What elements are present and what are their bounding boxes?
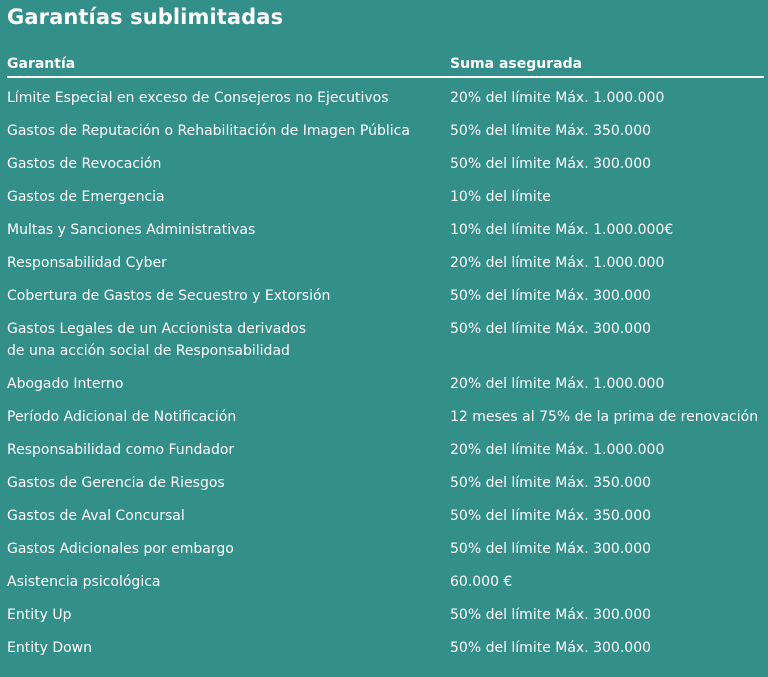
guarantee-cell: Gastos de Gerencia de Riesgos — [7, 475, 225, 491]
amount-cell: 50% del límite Máx. 300.000 — [450, 288, 652, 304]
guarantee-cell: Cobertura de Gastos de Secuestro y Extorsión — [7, 288, 331, 304]
amount-cell: 10% del límite — [450, 189, 551, 205]
guarantee-cell: Multas y Sanciones Administrativas — [7, 222, 256, 238]
table-row — [7, 599, 764, 632]
guarantee-cell: Período Adicional de Notificación — [7, 409, 237, 425]
column-header-guarantee: Garantía — [7, 55, 450, 77]
amount-cell: 50% del límite Máx. 300.000 — [450, 321, 652, 337]
guarantee-cell — [7, 313, 450, 368]
guarantee-cell: Responsabilidad Cyber — [7, 255, 167, 271]
table-row — [7, 434, 764, 467]
amount-cell: 50% del límite Máx. 350.000 — [450, 475, 652, 491]
guarantee-cell: Gastos de Revocación — [7, 156, 162, 172]
guarantees-table — [7, 55, 764, 665]
guarantee-line: Gastos Legales de un Accionista derivados — [7, 321, 307, 337]
amount-cell: 50% del límite Máx. 350.000 — [450, 508, 652, 524]
table-row — [7, 500, 764, 533]
table-header-row — [7, 55, 764, 77]
table-row — [7, 467, 764, 500]
table-row — [7, 313, 764, 368]
amount-cell: 10% del límite Máx. 1.000.000€ — [450, 222, 674, 238]
guarantee-cell: Gastos de Aval Concursal — [7, 508, 185, 524]
table-row — [7, 181, 764, 214]
guarantee-cell: Responsabilidad como Fundador — [7, 442, 235, 458]
guarantee-line: de una acción social de Responsabilidad — [7, 343, 290, 359]
amount-cell: 60.000 € — [450, 574, 513, 590]
guarantee-cell: Entity Up — [7, 607, 72, 623]
amount-cell: 50% del límite Máx. 300.000 — [450, 541, 652, 557]
table-row — [7, 77, 764, 115]
guarantee-cell: Abogado Interno — [7, 376, 124, 392]
page-title: Garantías sublimitadas — [7, 5, 284, 29]
table-row — [7, 368, 764, 401]
guarantee-cell: Límite Especial en exceso de Consejeros no Ejecutivos — [7, 90, 389, 106]
amount-cell: 20% del límite Máx. 1.000.000 — [450, 255, 665, 271]
amount-cell: 20% del límite Máx. 1.000.000 — [450, 376, 665, 392]
guarantee-cell: Entity Down — [7, 640, 92, 656]
column-header-insured-amount: Suma asegurada — [450, 55, 764, 77]
table-row — [7, 247, 764, 280]
amount-cell: 12 meses al 75% de la prima de renovación — [450, 409, 759, 425]
table-row — [7, 632, 764, 665]
amount-cell: 50% del límite Máx. 350.000 — [450, 123, 652, 139]
table-row — [7, 280, 764, 313]
guarantee-cell: Gastos de Emergencia — [7, 189, 165, 205]
guarantee-cell: Gastos de Reputación o Rehabilitación de Imagen Pública — [7, 123, 410, 139]
table-row — [7, 148, 764, 181]
table-row — [7, 566, 764, 599]
table-row — [7, 115, 764, 148]
amount-cell: 20% del límite Máx. 1.000.000 — [450, 442, 665, 458]
guarantee-cell: Gastos Adicionales por embargo — [7, 541, 234, 557]
guarantee-cell: Asistencia psicológica — [7, 574, 161, 590]
amount-cell: 50% del límite Máx. 300.000 — [450, 607, 652, 623]
table-row — [7, 533, 764, 566]
table-row — [7, 214, 764, 247]
table-row — [7, 401, 764, 434]
amount-cell: 20% del límite Máx. 1.000.000 — [450, 90, 665, 106]
amount-cell: 50% del límite Máx. 300.000 — [450, 156, 652, 172]
amount-cell: 50% del límite Máx. 300.000 — [450, 640, 652, 656]
